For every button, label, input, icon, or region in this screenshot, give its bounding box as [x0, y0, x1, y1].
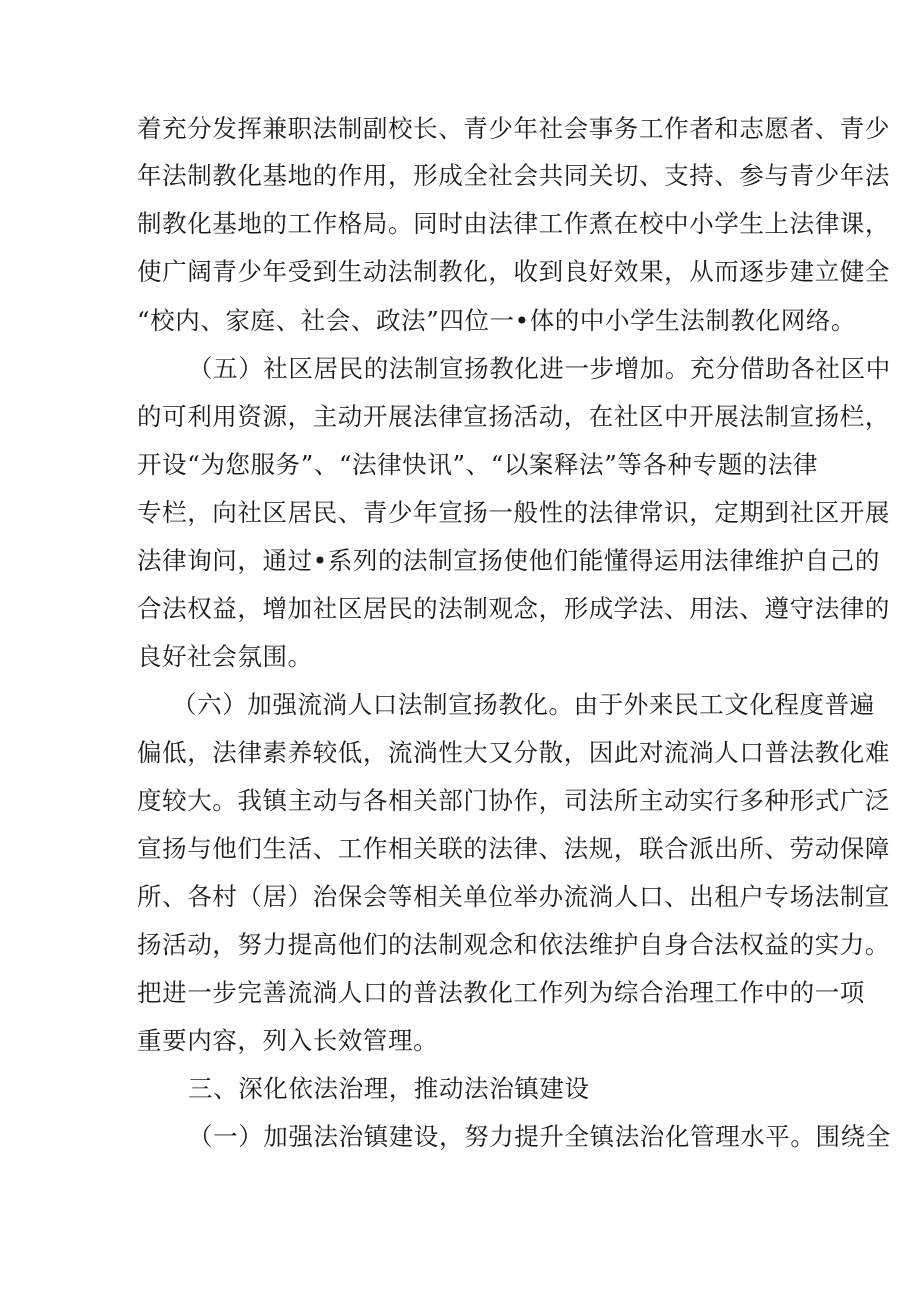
text-line: 制教化基地的工作格局。同时由法律工作煮在校中小学生上法律课，: [137, 209, 890, 238]
text-line: 的可利用资源，主动开展法律宣扬活动，在社区中开展法制宣扬栏，: [137, 402, 890, 431]
text-line: 度较大。我镇主动与各相关部门协作，司法所主动实行多种形式广泛: [137, 786, 890, 815]
paragraph-start-line: （五）社区居民的法制宣扬教化进一步增加。充分借助各社区中: [188, 354, 891, 383]
text-line: 专栏，向社区居民、青少年宣扬一般性的法律常识，定期到社区开展: [137, 498, 890, 527]
text-line: 所、各村（居）治保会等相关单位举办流淌人口、出租户专场法制宣: [137, 882, 890, 911]
paragraph-start-line: （六）加强流淌人口法制宣扬教化。由于外来民工文化程度普遍: [172, 690, 875, 719]
text-line: 合法权益，增加社区居民的法制观念，形成学法、用法、遵守法律的: [137, 594, 890, 623]
text-line: 重要内容，列入长效管理。: [137, 1026, 439, 1055]
text-line: 开设“为您服务”、“法律快讯”、“以案释法”等各种专题的法律: [137, 450, 819, 479]
text-line: 年法制教化基地的作用，形成全社会共同关切、支持、参与青少年法: [137, 161, 890, 190]
text-line: 宣扬与他们生活、工作相关联的法律、法规，联合派出所、劳动保障: [137, 834, 890, 863]
section-heading: 三、深化依法治理，推动法治镇建设: [188, 1074, 590, 1103]
text-line: 使广阔青少年受到生动法制教化，收到良好效果，从而逐步建立健全: [137, 257, 890, 286]
text-line: 良好社会氛围。: [137, 642, 313, 671]
text-line: “校内、家庭、社会、政法”四位一•体的中小学生法制教化网络。: [137, 306, 856, 335]
paragraph-start-line: （一）加强法治镇建设，努力提升全镇法治化管理水平。围绕全: [188, 1122, 891, 1151]
text-line: 扬活动，努力提高他们的法制观念和依法维护自身合法权益的实力。: [137, 930, 890, 959]
text-line: 法律询问，通过•系列的法制宣扬使他们能懂得运用法律维护自己的: [137, 546, 880, 575]
text-line: 偏低，法律素养较低，流淌性大又分散，因此对流淌人口普法教化难: [137, 738, 890, 767]
text-line: 把进一步完善流淌人口的普法教化工作列为综合治理工作中的一项: [137, 978, 865, 1007]
text-line: 着充分发挥兼职法制副校长、青少年社会事务工作者和志愿者、青少: [137, 114, 890, 143]
